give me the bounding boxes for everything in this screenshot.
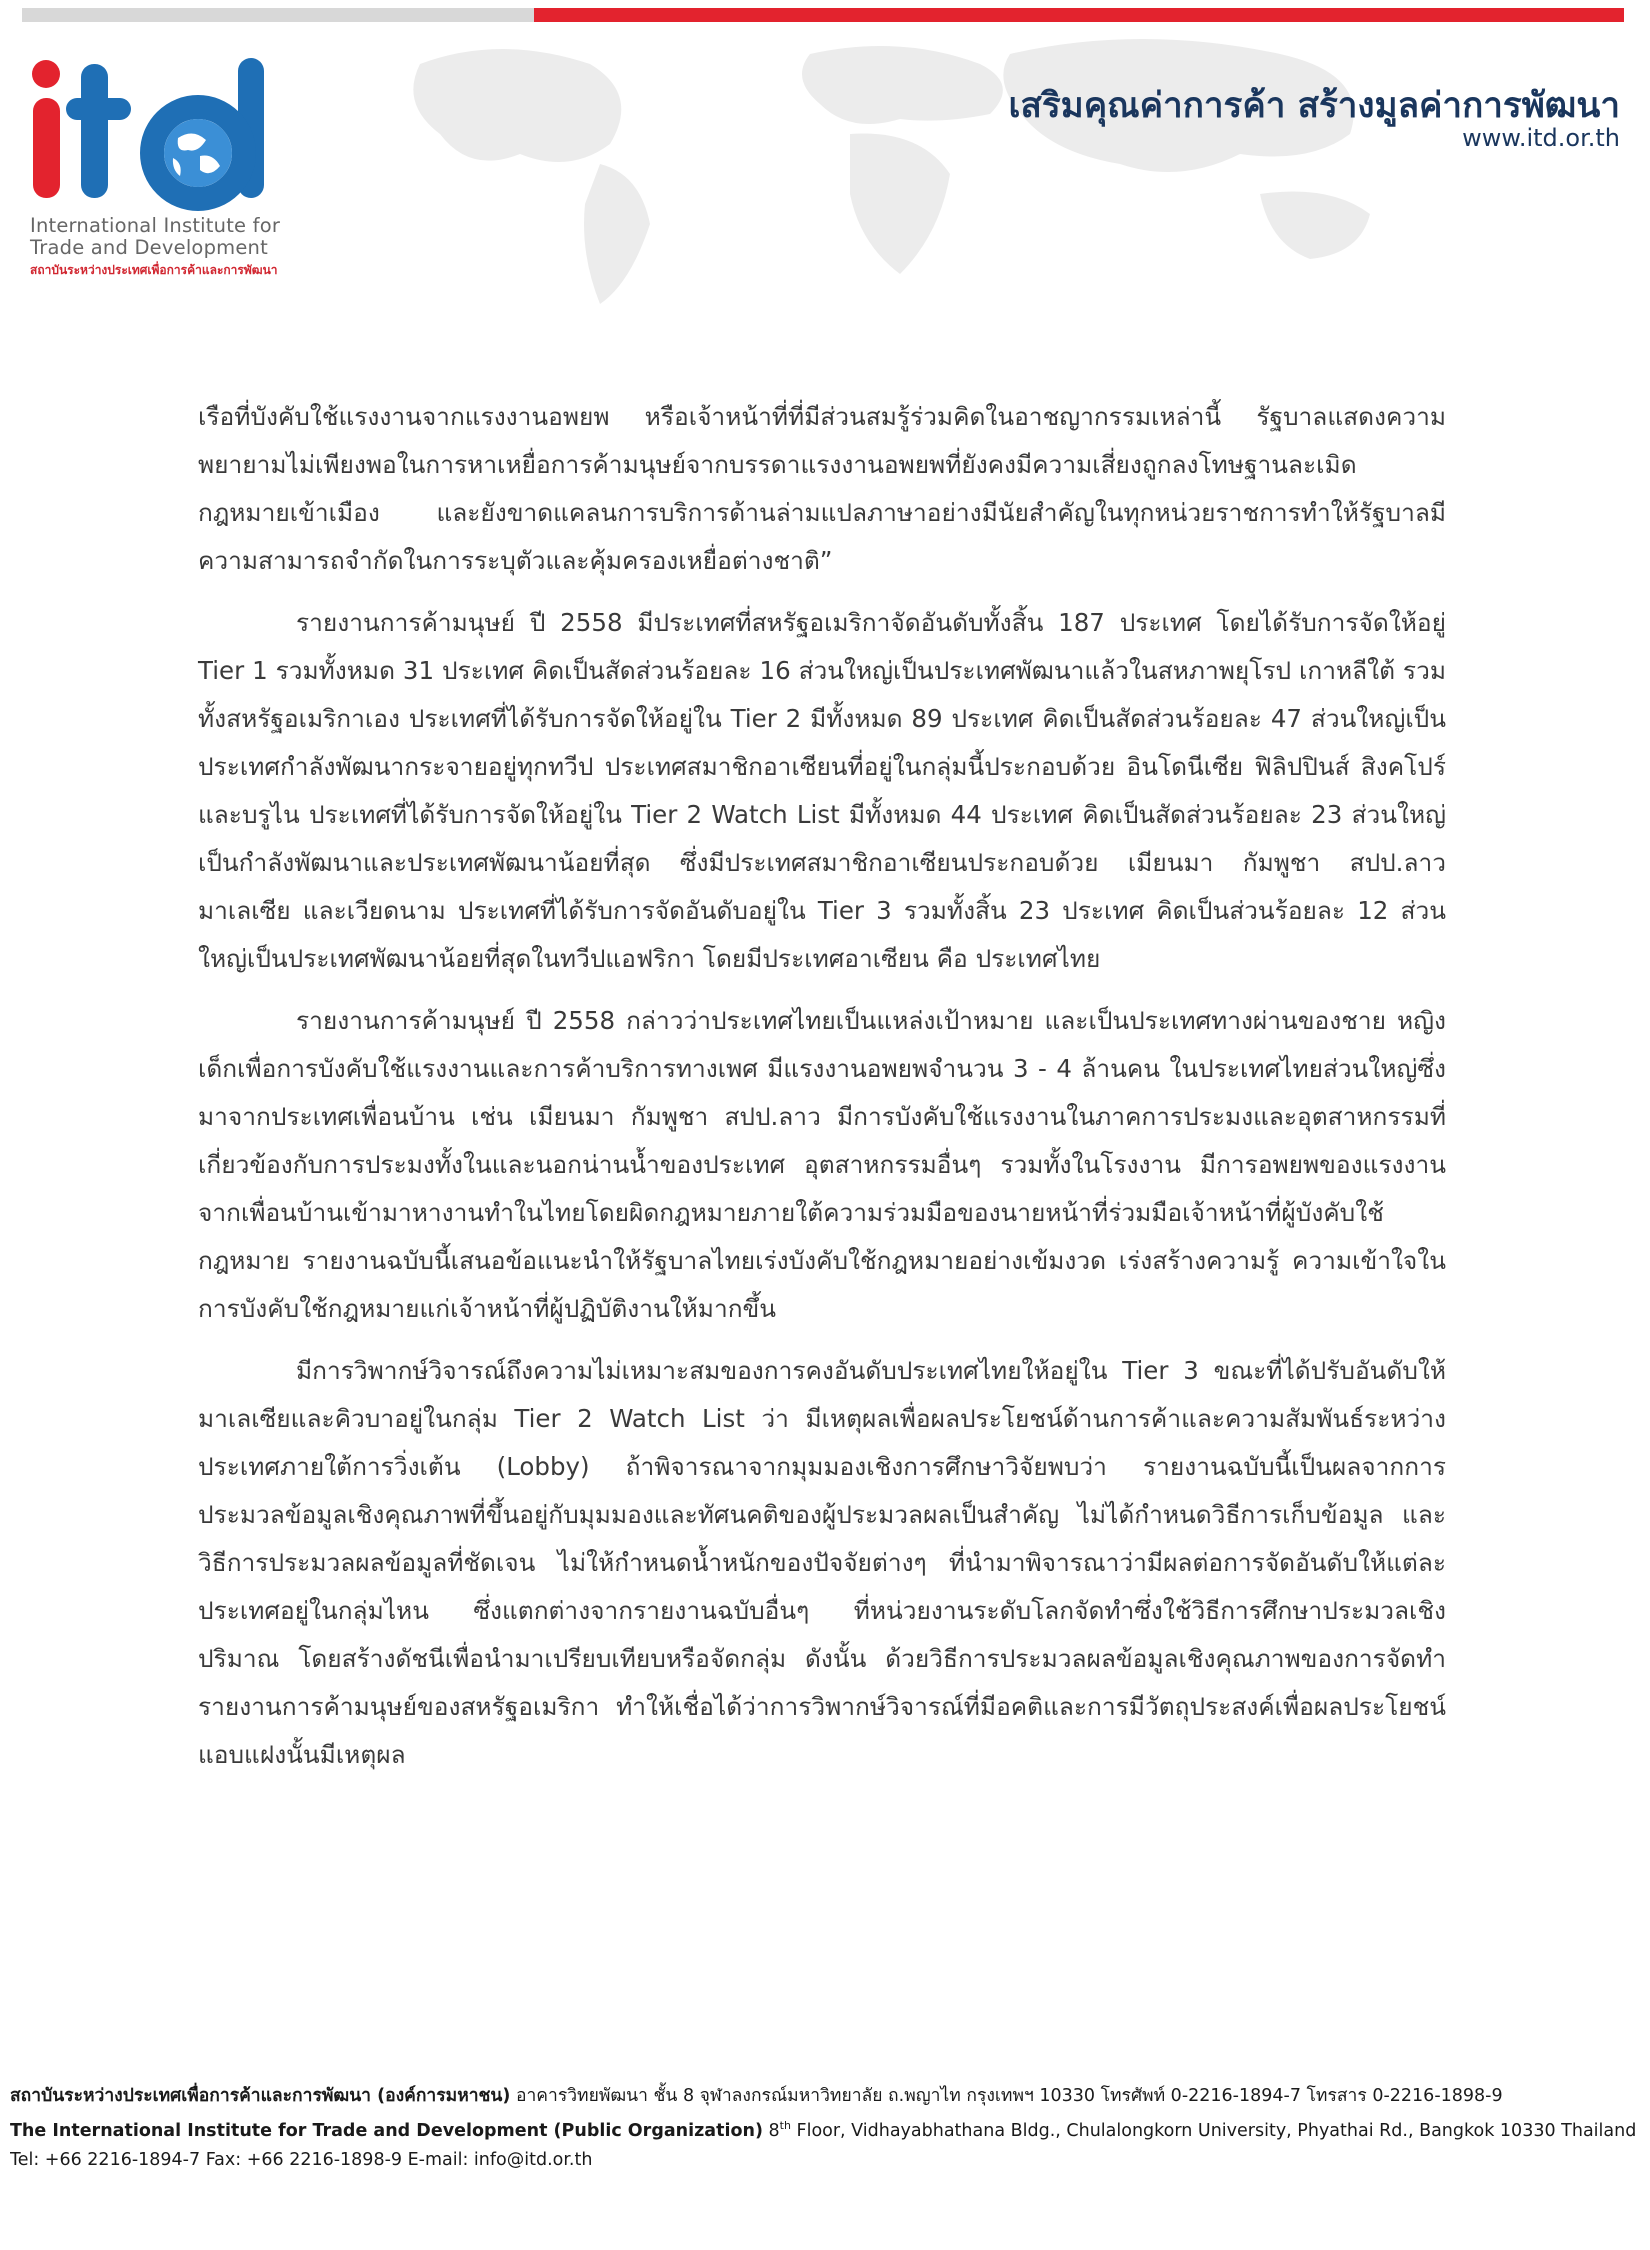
logo-line-2: Trade and Development: [30, 236, 268, 259]
header-red-bar: [534, 8, 1624, 22]
document-body: [198, 393, 1446, 1793]
website-url: www.itd.or.th: [1462, 124, 1620, 152]
footer-contact: Tel: +66 2216-1894-7 Fax: +66 2216-1898-9 E-mail: info@itd.or.th: [10, 2149, 593, 2170]
paragraph-1: เรือที่บังคับใช้แรงงานจากแรงงานอพยพ หรือเจ้าหน้าที่ที่มีส่วนสมรู้ร่วมคิดในอาชญากรรมเหล่านี้ รัฐบาลแสดงความพยายามไม่เพียงพอในการหาเหยื่อการค้ามนุษย์จากบรรดาแรงงานอพยพที่ยังคงมีความเสี่ยงถูกลงโทษฐานละเมิดกฎหมายเข้าเมือง และยังขาดแคลนการบริการด้านล่ามแปลภาษาอย่างมีนัยสำคัญในทุกหน่วยราชการทำให้รัฐบาลมีความสามารถจำกัดในการระบุตัวและคุ้มครองเหยื่อต่างชาติ”: [198, 402, 1446, 575]
footer-address: [10, 2082, 1640, 2175]
logo-line-1: International Institute for: [30, 214, 281, 237]
paragraph-2: รายงานการค้ามนุษย์ ปี 2558 มีประเทศที่สหรัฐอเมริกาจัดอันดับทั้งสิ้น 187 ประเทศ โดยได้รับการจัดให้อยู่ Tier 1 รวมทั้งหมด 31 ประเทศ คิดเป็นสัดส่วนร้อยละ 16 ส่วนใหญ่เป็นประเทศพัฒนาแล้วในสหภาพยุโรป เกาหลีใต้ รวมทั้งสหรัฐอเมริกาเอง ประเทศที่ได้รับการจัดให้อยู่ใน Tier 2 มีทั้งหมด 89 ประเทศ คิดเป็นสัดส่วนร้อยละ 47 ส่วนใหญ่เป็นประเทศกำลังพัฒนากระจายอยู่ทุกทวีป ประเทศสมาชิกอาเซียนที่อยู่ในกลุ่มนี้ประกอบด้วย อินโดนีเซีย ฟิลิปปินส์ สิงคโปร์ และบรูไน ประเทศที่ได้รับการจัดให้อยู่ใน Tier 2 Watch List มีทั้งหมด 44 ประเทศ คิดเป็นสัดส่วนร้อยละ 23 ส่วนใหญ่เป็นกำลังพัฒนาและประเทศพัฒนาน้อยที่สุด ซึ่งมีประเทศสมาชิกอาเซียนประกอบด้วย เมียนมา กัมพูชา สปป.ลาว มาเลเซีย และเวียดนาม ประเทศที่ได้รับการจัดอันดับอยู่ใน Tier 3 รวมทั้งสิ้น 23 ประเทศ คิดเป็นส่วนร้อยละ 12 ส่วนใหญ่เป็นประเทศพัฒนาน้อยที่สุดในทวีปแอฟริกา โดยมีประเทศอาเซียน คือ ประเทศไทย: [198, 608, 1446, 973]
footer-address-thai: อาคารวิทยพัฒนา ชั้น 8 จุฬาลงกรณ์มหาวิทยาลัย ถ.พญาไท กรุงเทพฯ 10330 โทรศัพท์ 0-2216-1894-7 โทรสาร 0-2216-1898-9: [510, 2086, 1503, 2106]
slogan: เสริมคุณค่าการค้า สร้างมูลค่าการพัฒนา: [1008, 86, 1620, 126]
paragraph-3: รายงานการค้ามนุษย์ ปี 2558 กล่าวว่าประเทศไทยเป็นแหล่งเป้าหมาย และเป็นประเทศทางผ่านของชาย หญิง เด็กเพื่อการบังคับใช้แรงงานและการค้าบริการทางเพศ มีแรงงานอพยพจำนวน 3 - 4 ล้านคน ในประเทศไทยส่วนใหญ่ซึ่งมาจากประเทศเพื่อนบ้าน เช่น เมียนมา กัมพูชา สปป.ลาว มีการบังคับใช้แรงงานในภาคการประมงและอุตสาหกรรมที่เกี่ยวข้องกับการประมงทั้งในและนอกน่านน้ำของประเทศ อุตสาหกรรมอื่นๆ รวมทั้งในโรงงาน มีการอพยพของแรงงานจากเพื่อนบ้านเข้ามาหางานทำในไทยโดยผิดกฎหมายภายใต้ความร่วมมือของนายหน้าที่ร่วมมือเจ้าหน้าที่ผู้บังคับใช้กฎหมาย รายงานฉบับนี้เสนอข้อแนะนำให้รัฐบาลไทยเร่งบังคับใช้กฎหมายอย่างเข้มงวด เร่งสร้างความรู้ ความเข้าใจในการบังคับใช้กฎหมายแก่เจ้าหน้าที่ผู้ปฏิบัติงานให้มากขึ้น: [198, 1006, 1446, 1323]
footer-floor: 8: [762, 2120, 780, 2141]
footer-org-thai: สถาบันระหว่างประเทศเพื่อการค้าและการพัฒนา (องค์การมหาชน): [10, 2086, 511, 2106]
logo-line-thai: สถาบันระหว่างประเทศเพื่อการค้าและการพัฒนา: [30, 263, 278, 277]
footer-line-english: [10, 2111, 1640, 2146]
footer-floor-suffix: th: [779, 2119, 791, 2132]
world-map-watermark: [380, 24, 1625, 309]
logo-wordmark: [30, 215, 300, 280]
footer-org-english: The International Institute for Trade and Development (Public Organization): [10, 2120, 763, 2141]
paragraph-4: มีการวิพากษ์วิจารณ์ถึงความไม่เหมาะสมของการคงอันดับประเทศไทยให้อยู่ใน Tier 3 ขณะที่ได้ปรับอันดับให้มาเลเซียและคิวบาอยู่ในกลุ่ม Tier 2 Watch List ว่า มีเหตุผลเพื่อผลประโยชน์ด้านการค้าและความสัมพันธ์ระหว่างประเทศภายใต้การวิ่งเต้น (Lobby) ถ้าพิจารณาจากมุมมองเชิงการศึกษาวิจัยพบว่า รายงานฉบับนี้เป็นผลจากการประมวลข้อมูลเชิงคุณภาพที่ขึ้นอยู่กับมุมมองและทัศนคติของผู้ประมวลผลเป็นสำคัญ ไม่ได้กำหนดวิธีการเก็บข้อมูล และวิธีการประมวลผลข้อมูลที่ชัดเจน ไม่ให้กำหนดน้ำหนักของปัจจัยต่างๆ ที่นำมาพิจารณาว่ามีผลต่อการจัดอันดับให้แต่ละประเทศอยู่ในกลุ่มไหน ซึ่งแตกต่างจากรายงานฉบับอื่นๆ ที่หน่วยงานระดับโลกจัดทำซึ่งใช้วิธีการศึกษาประมวลเชิงปริมาณ โดยสร้างดัชนีเพื่อนำมาเปรียบเทียบหรือจัดกลุ่ม ดังนั้น ด้วยวิธีการประมวลผลข้อมูลเชิงคุณภาพของการจัดทำรายงานการค้ามนุษย์ของสหรัฐอเมริกา ทำให้เชื่อได้ว่าการวิพากษ์วิจารณ์ที่มีอคติและการมีวัตถุประสงค์เพื่อผลประโยชน์แอบแฝงนั้นมีเหตุผล: [198, 1356, 1446, 1769]
footer-line-thai: [10, 2082, 1640, 2111]
footer-address-english: Floor, Vidhayabhathana Bldg., Chulalongkorn University, Phyathai Rd., Bangkok 10330 Thailand: [790, 2120, 1637, 2141]
header-grey-bar: [22, 8, 534, 22]
